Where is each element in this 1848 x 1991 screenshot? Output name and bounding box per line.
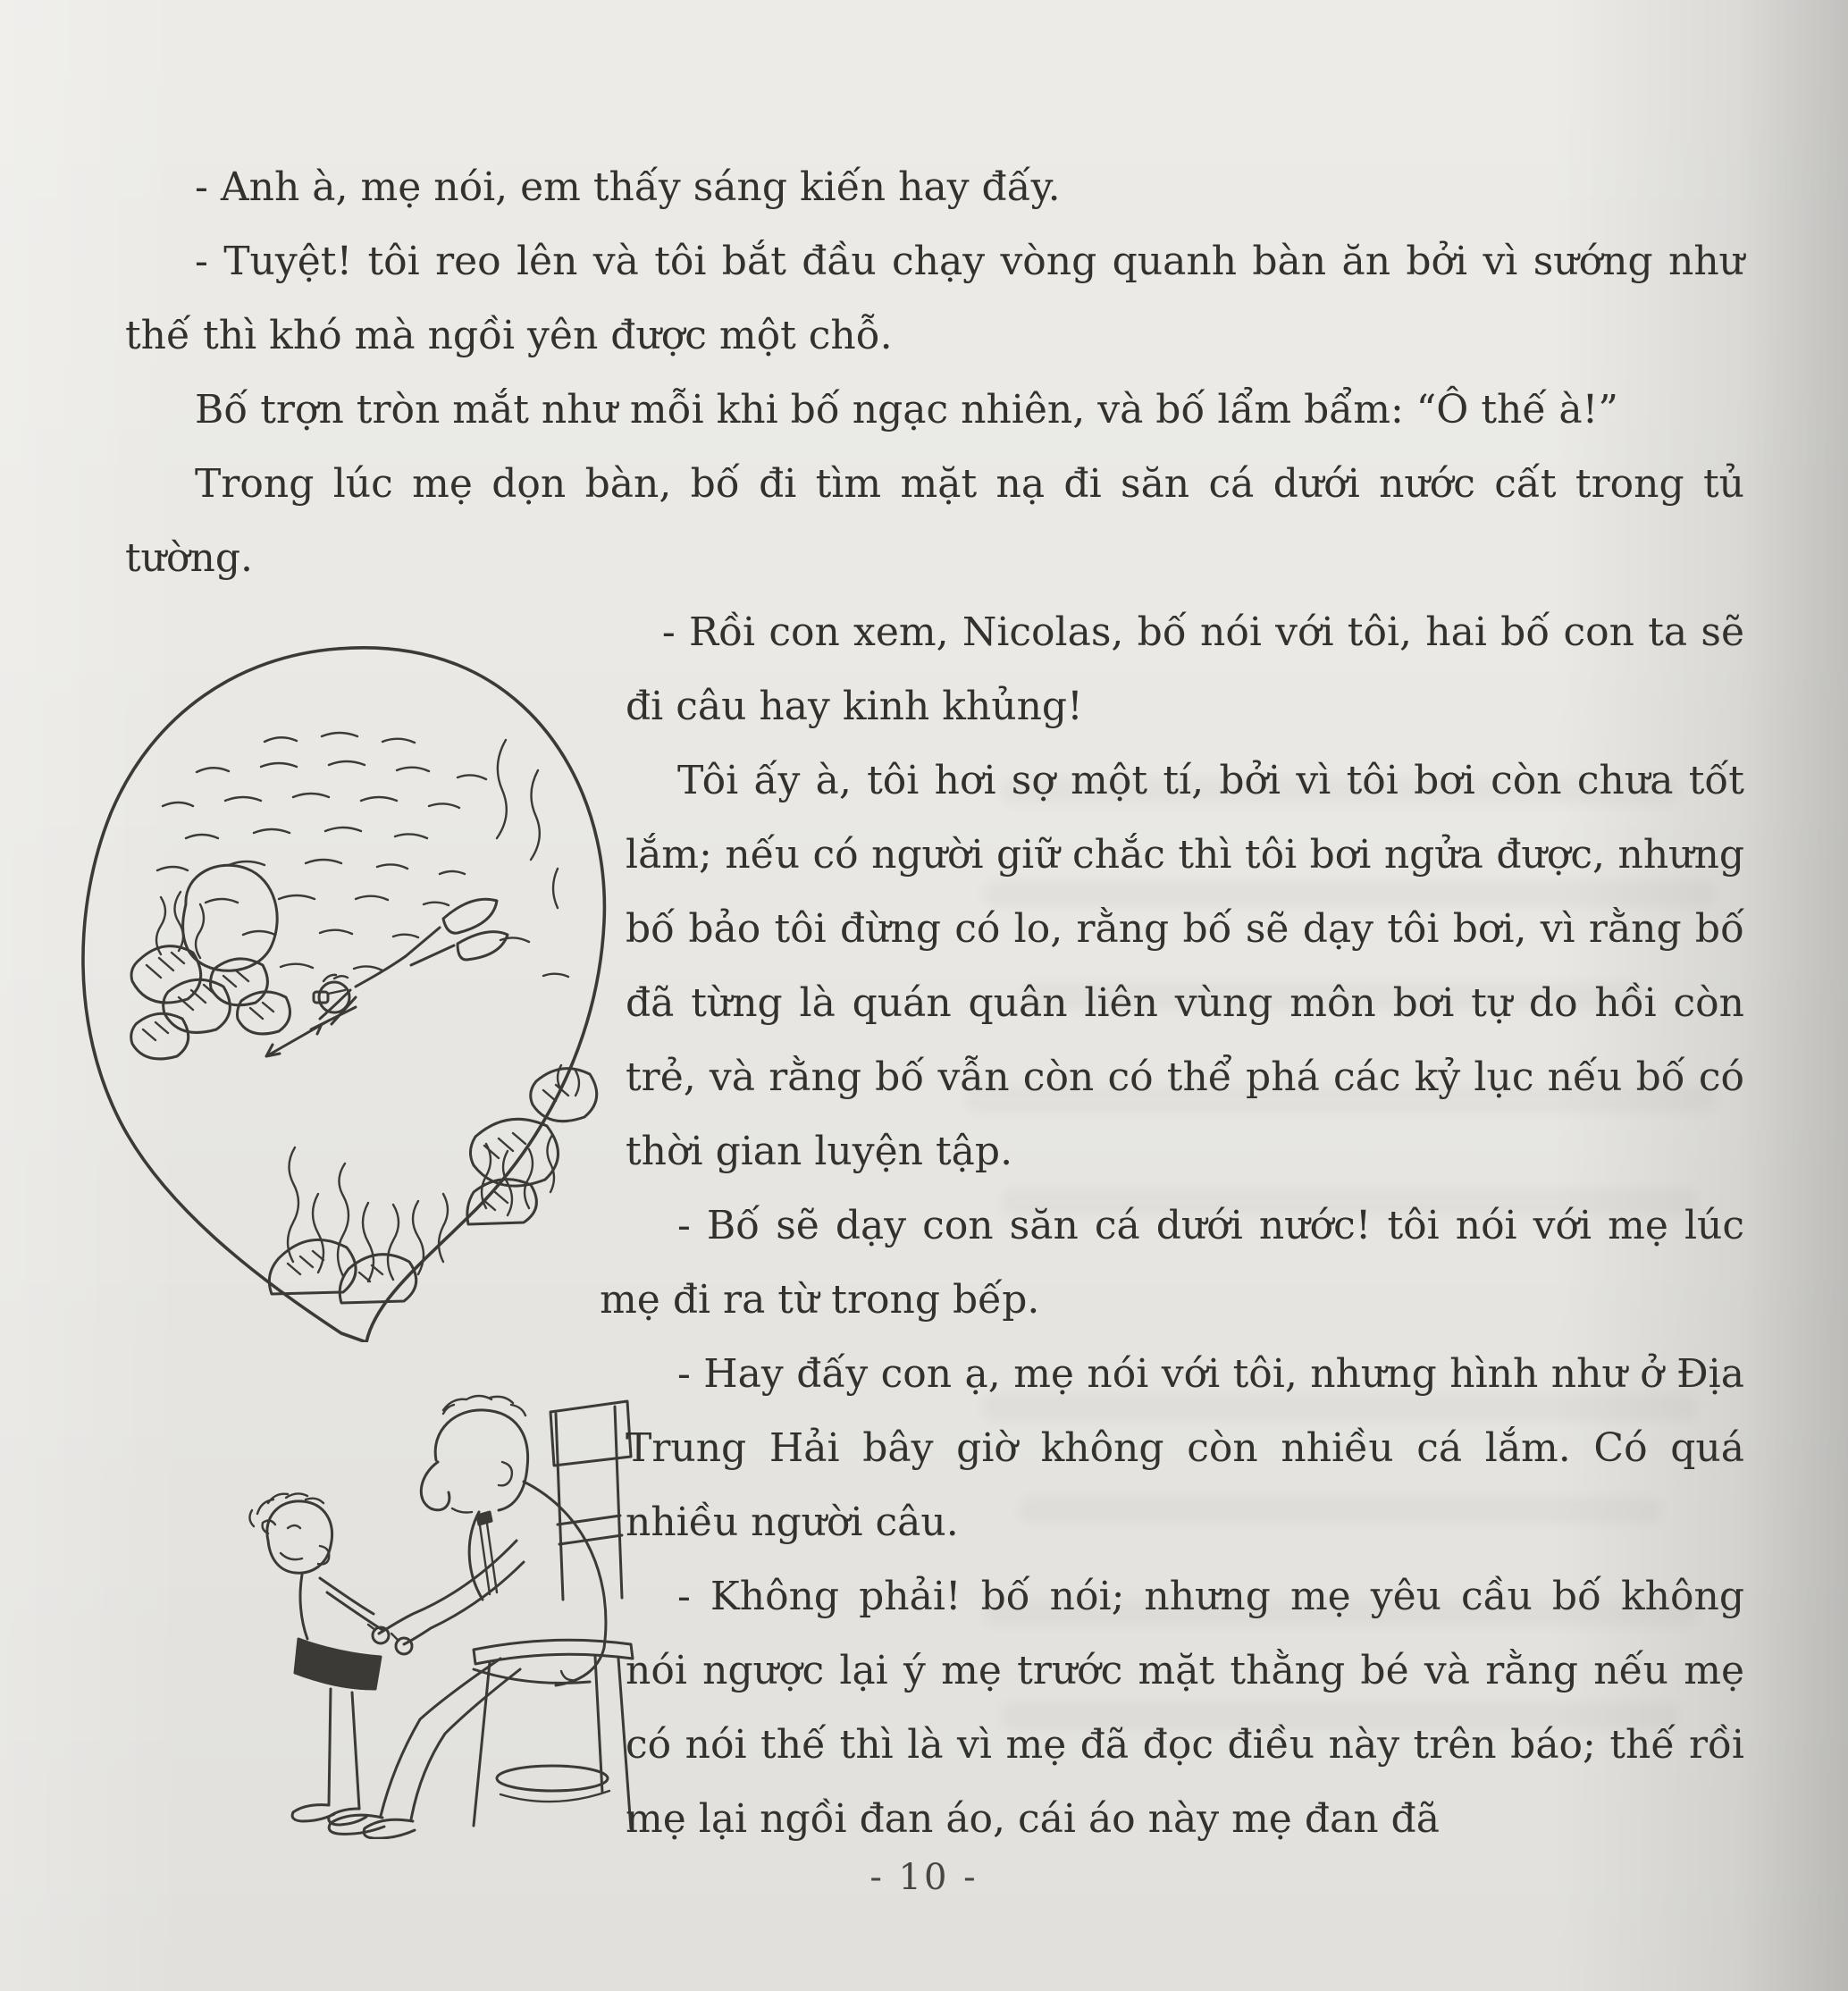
- son: [249, 1493, 382, 1825]
- page-number: - 10 -: [869, 1857, 979, 1898]
- father-and-son-illustration: [206, 1374, 661, 1839]
- paragraph: - Hay đấy con ạ, mẹ nói với tôi, nhưng hình như ở Địa Trung Hải bây giờ không còn nhiều cá lắm. Có quá nhiều người câu.: [626, 1351, 1744, 1545]
- illustration: [54, 595, 626, 1864]
- paragraph: - Không phải! bố nói; nhưng mẹ yêu cầu bố không nói ngược lại ý mẹ trước mặt thằng bé và rằng nếu mẹ có nói thế thì là vì mẹ đã đọc điều này trên báo; thế rồi mẹ lại ngồi đan áo, cái áo này mẹ đan đã: [626, 1574, 1744, 1842]
- book-page-text: [125, 150, 1744, 1864]
- paragraph: - Anh à, mẹ nói, em thấy sáng kiến hay đấy.: [195, 164, 1061, 210]
- diver-with-speargun: [266, 899, 508, 1056]
- father: [329, 1396, 606, 1838]
- thought-bubble-underwater-illustration: [54, 636, 626, 1342]
- paragraph: - Rồi con xem, Nicolas, bố nói với tôi, hai bố con ta sẽ đi câu hay kinh khủng!: [626, 609, 1744, 729]
- paragraph: - Tuyệt! tôi reo lên và tôi bắt đầu chạy vòng quanh bàn ăn bởi vì sướng như thế thì khó mà ngồi yên được một chỗ.: [125, 239, 1744, 358]
- chair: [474, 1401, 633, 1828]
- paragraph: Bố trợn tròn mắt như mỗi khi bố ngạc nhiên, và bố lẩm bẩm: “Ô thế à!”: [195, 387, 1618, 433]
- paragraph: - Bố sẽ dạy con săn cá dưới nước! tôi nói với mẹ lúc mẹ đi ra từ trong bếp.: [600, 1203, 1744, 1323]
- wrapped-text-block: [125, 595, 1744, 1856]
- paragraph: Trong lúc mẹ dọn bàn, bố đi tìm mặt nạ đi săn cá dưới nước cất trong tủ tường.: [125, 461, 1744, 581]
- paragraph: Tôi ấy à, tôi hơi sợ một tí, bởi vì tôi bơi còn chưa tốt lắm; nếu có người giữ chắc thì tôi bơi ngửa được, nhưng bố bảo tôi đừng có lo, rằng bố sẽ dạy tôi bơi, vì rằng bố đã từng là quán quân liên vùng môn bơi tự do hồi còn trẻ, và rằng bố vẫn còn có thể phá các kỷ lục nếu bố có thời gian luyện tập.: [626, 758, 1744, 1174]
